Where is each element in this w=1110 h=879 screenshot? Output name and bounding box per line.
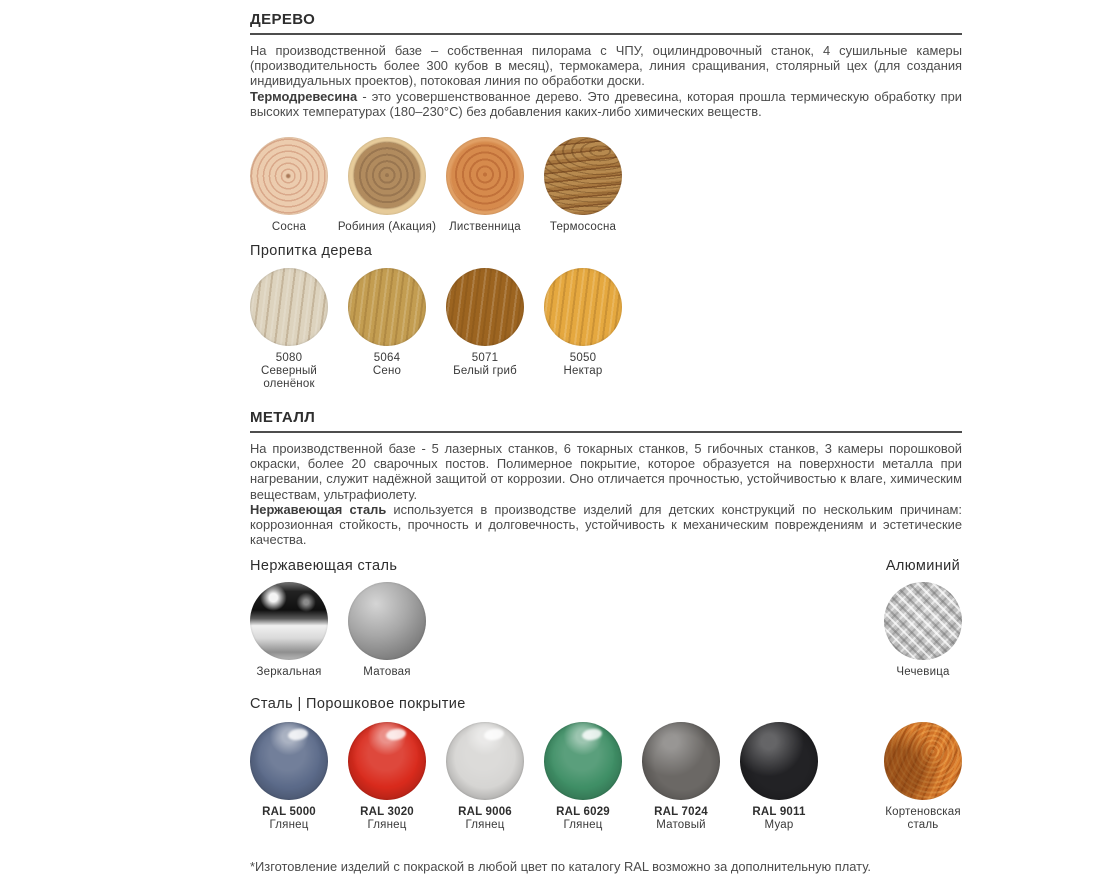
wood-stain-row [250, 268, 962, 391]
corten-steel-image [884, 722, 962, 800]
larch-sample-image [446, 137, 524, 215]
stain-code: 5071 [471, 352, 499, 365]
ral-swatch-6029 [544, 722, 622, 832]
ral-5000-sphere-image [250, 722, 328, 800]
ral-finish: Муар [764, 819, 794, 832]
section-divider [250, 33, 962, 35]
swatch-label: Зеркальная [256, 666, 322, 679]
ral-swatch-7024 [642, 722, 720, 832]
stain-swatch-5064 [348, 268, 426, 391]
stain-name: Нектар [563, 365, 603, 378]
swatch-label [531, 806, 635, 832]
stain-name: Сено [372, 365, 402, 378]
swatch-label: Матовая [363, 666, 411, 679]
ral-7024-sphere-image [642, 722, 720, 800]
stain-sample-image [348, 268, 426, 346]
mirror-steel-sphere-image [250, 582, 328, 660]
ral-code: RAL 7024 [654, 806, 708, 819]
swatch-label: Термососна [549, 221, 617, 234]
stainless-swatch-matte [348, 582, 426, 679]
swatch-label [237, 806, 341, 832]
stainless-subsection-title: Нержавеющая сталь [250, 558, 398, 575]
wood-swatch-robinia [337, 137, 437, 234]
ral-finish: Матовый [656, 819, 706, 832]
stainless-swatch-mirror [250, 582, 328, 679]
stain-swatch-5080 [250, 268, 328, 391]
powder-subsection-title: Сталь | Порошковое покрытие [250, 696, 466, 713]
pine-sample-image [250, 137, 328, 215]
powder-coating-row [250, 722, 962, 832]
thermo-wood-text: - это усовершенствованное дерево. Это древесина, которая прошла термическую обработку при высоких температурах (180–230°С) без добавления каких-либо химических веществ. [250, 88, 962, 119]
metal-section-title: МЕТАЛЛ [250, 409, 316, 427]
matte-steel-sphere-image [348, 582, 426, 660]
metal-intro-paragraph: На производственной базе - 5 лазерных станков, 6 токарных станков, 5 гибочных станков, 3 камеры порошковой окраски, более 20 сварочных постов. Полимерное покрытие, которое образуется на поверхности металла при нагревании, служит надёжной защитой от коррозии. Оно отличается прочностью, устойчивостью к влаге, химическим веществам, ультрафиолету. [250, 441, 962, 502]
ral-code: RAL 3020 [360, 806, 414, 819]
ral-footnote: *Изготовление изделий с покраской в любой цвет по каталогу RAL возможно за дополнительную плату. [250, 859, 871, 875]
stain-code: 5080 [275, 352, 303, 365]
stain-code: 5050 [569, 352, 597, 365]
wood-swatch-larch [446, 137, 524, 234]
robinia-sample-image [348, 137, 426, 215]
stain-subsection-title: Пропитка дерева [250, 243, 373, 260]
stain-sample-image [446, 268, 524, 346]
section-divider [250, 431, 962, 433]
stain-sample-image [250, 268, 328, 346]
swatch-label: Робиния (Акация) [337, 221, 437, 234]
swatch-label [531, 352, 635, 378]
ral-9011-sphere-image [740, 722, 818, 800]
stain-swatch-5050 [544, 268, 622, 391]
swatch-label: Лиственница [449, 221, 521, 234]
swatch-label: Чечевица [896, 666, 950, 679]
wood-species-row [250, 137, 962, 234]
ral-3020-sphere-image [348, 722, 426, 800]
wood-swatch-pine [250, 137, 328, 234]
wood-section [250, 11, 962, 391]
ral-finish: Глянец [465, 819, 505, 832]
swatch-label [335, 806, 439, 832]
ral-code: RAL 5000 [262, 806, 316, 819]
page-content [250, 0, 962, 874]
stain-name: Белый гриб [453, 365, 517, 378]
wood-swatch-thermopine [544, 137, 622, 234]
ral-6029-sphere-image [544, 722, 622, 800]
corten-steel-swatch [884, 722, 962, 832]
stain-swatch-5071 [446, 268, 524, 391]
swatch-label [433, 806, 537, 832]
wood-intro-paragraph: На производственной базе – собственная пилорама с ЧПУ, оцилиндровочный станок, 4 сушильные камеры (производительность более 300 кубов в месяц), термокамера, линия сращивания, столярный цех (для создания индивидуальных проектов), потоковая линия по обработки доски. [250, 43, 962, 89]
swatch-label [629, 806, 733, 832]
swatch-label: Сосна [271, 221, 307, 234]
wood-section-title: ДЕРЕВО [250, 11, 316, 28]
ral-code: RAL 6029 [556, 806, 610, 819]
swatch-label [237, 352, 341, 391]
ral-finish: Глянец [563, 819, 603, 832]
ral-swatch-3020 [348, 722, 426, 832]
thermo-wood-term: Термодревесина [250, 88, 358, 104]
metal-subsection-heads [250, 558, 962, 575]
ral-finish: Глянец [367, 819, 407, 832]
metal-stainless-paragraph [250, 502, 962, 548]
ral-swatch-5000 [250, 722, 328, 832]
checker-plate-image [884, 582, 962, 660]
ral-code: RAL 9006 [458, 806, 512, 819]
wood-thermo-paragraph [250, 89, 962, 119]
swatch-label [335, 352, 439, 378]
stainless-steel-term: Нержавеющая сталь [250, 501, 387, 517]
swatch-label [727, 806, 831, 832]
aluminum-swatch-checker [884, 582, 962, 679]
metal-section [250, 409, 962, 832]
thermopine-sample-image [544, 137, 622, 215]
swatch-label: Кортеновская сталь [885, 806, 961, 832]
swatch-label [433, 352, 537, 378]
ral-swatch-9011 [740, 722, 818, 832]
stain-sample-image [544, 268, 622, 346]
stain-code: 5064 [373, 352, 401, 365]
aluminum-subsection-title: Алюминий [885, 558, 961, 575]
stainless-aluminum-row [250, 582, 962, 679]
stainless-steel-text: используется в производстве изделий для детских конструкций по нескольким причинам: коррозионная стойкость, прочность и долговечность, устойчивость к механическим повреждениям и эстетические качества. [250, 501, 962, 548]
ral-code: RAL 9011 [752, 806, 806, 819]
ral-9006-sphere-image [446, 722, 524, 800]
ral-swatch-9006 [446, 722, 524, 832]
ral-finish: Глянец [269, 819, 309, 832]
stain-name: Северный оленёнок [260, 365, 318, 391]
